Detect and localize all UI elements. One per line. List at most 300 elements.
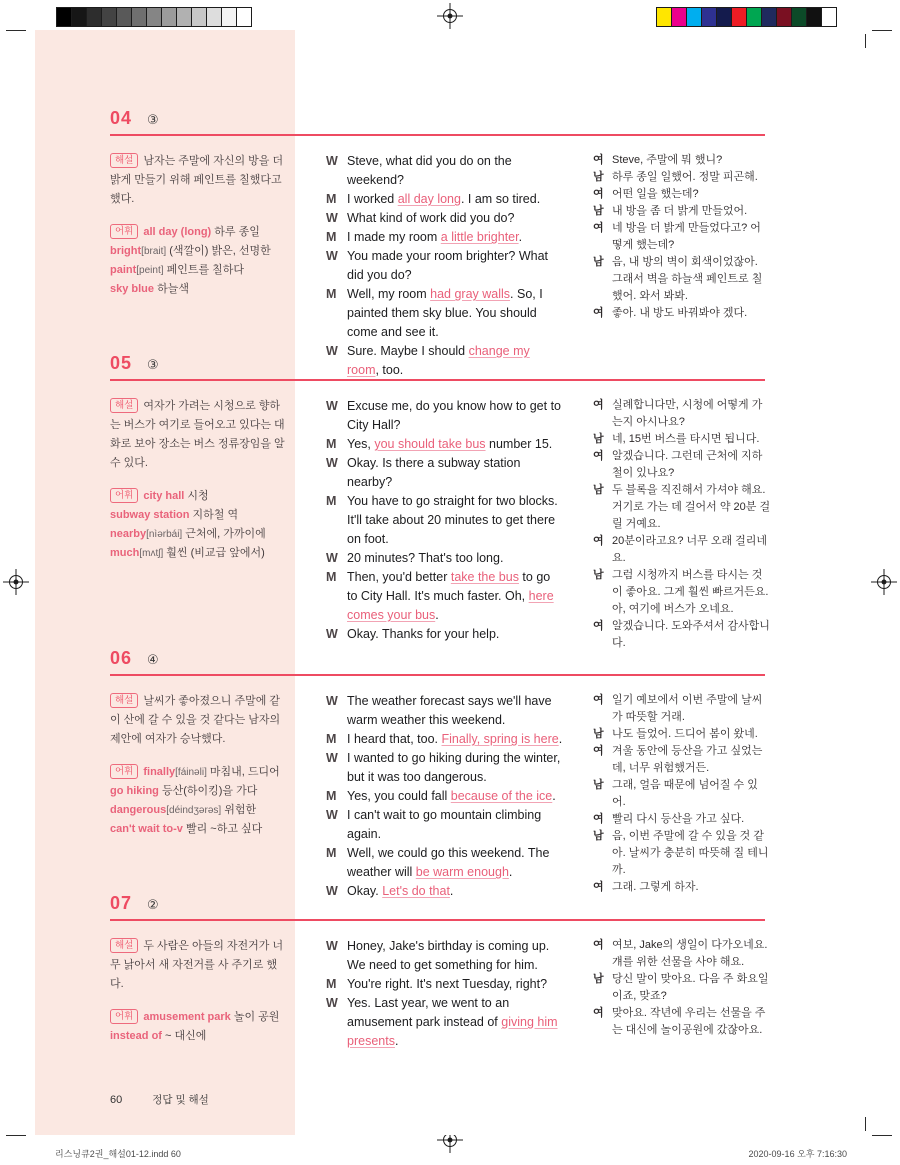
vocab-entry (110, 820, 290, 839)
vocab-definition: 하늘색 (154, 283, 189, 295)
vocab-list (110, 763, 290, 839)
vocab-definition: 페인트를 칠하다 (163, 264, 245, 276)
explanation-column (110, 397, 290, 563)
dialogue-speaker: W (326, 456, 338, 470)
dialogue-speaker: M (326, 846, 337, 860)
dialogue-segment: Well, my room (347, 287, 431, 301)
dialogue-speaker: W (326, 808, 338, 822)
calibration-swatch (807, 8, 822, 26)
translation-speaker: 남 (593, 205, 604, 217)
section-header (110, 648, 865, 669)
dialogue-line (326, 247, 563, 285)
crop-mark (872, 30, 892, 31)
dialogue-segment: Okay. Thanks for your help. (347, 627, 500, 641)
explanation-badge: 해설 (110, 938, 138, 953)
vocab-list (110, 487, 290, 563)
vocab-entry (110, 242, 290, 261)
section-header (110, 108, 865, 129)
vocab-entry (110, 782, 290, 801)
vocab-entry (110, 1008, 290, 1027)
translation-line (593, 169, 771, 186)
translation-text: 내 방을 좀 더 밝게 만들었어. (612, 205, 748, 217)
dialogue-segment: I heard that, too. (347, 732, 442, 746)
dialogue-speaker: M (326, 287, 337, 301)
dialogue-line (326, 549, 563, 568)
dialogue-column (326, 397, 563, 644)
translation-line (593, 811, 771, 828)
section-divider (110, 134, 765, 136)
dialogue-line (326, 435, 563, 454)
section-divider (110, 674, 765, 676)
answer-mark: ④ (147, 652, 159, 667)
crop-mark (865, 34, 866, 48)
dialogue-segment: . (394, 1034, 399, 1048)
vocab-badge: 어휘 (110, 488, 138, 503)
dialogue-segment: Yes, you could fall (347, 789, 451, 803)
dialogue-segment: , too. (375, 363, 404, 377)
dialogue-text (347, 435, 563, 454)
question-section (35, 648, 865, 898)
dialogue-column (326, 692, 563, 901)
dialogue-line (326, 975, 563, 994)
dialogue-text (347, 285, 563, 342)
dialogue-segment: What kind of work did you do? (347, 211, 515, 225)
translation-text: 20분이라고요? 너무 오래 걸리네요. (612, 535, 768, 564)
dialogue-segment: You're right. It's next Tuesday, right? (347, 977, 548, 991)
dialogue-segment: Yes. Last year, we went to an amusement park instead of (347, 996, 510, 1029)
calibration-swatch (162, 8, 177, 26)
dialogue-text (347, 625, 563, 644)
vocab-definition: 근처에, 가까이에 (182, 528, 266, 540)
dialogue-speaker: M (326, 230, 337, 244)
dialogue-line (326, 787, 563, 806)
dialogue-speaker: M (326, 494, 337, 508)
translation-text: 어떤 일을 했는데? (612, 188, 699, 200)
dialogue-text (347, 787, 563, 806)
dialogue-speaker: W (326, 694, 338, 708)
calibration-swatch (792, 8, 807, 26)
calibration-swatch (87, 8, 102, 26)
slug-datetime: 2020-09-16 오후 7:16:30 (748, 1149, 847, 1159)
vocab-definition: 훨씬 (비교급 앞에서) (163, 547, 265, 559)
translation-line (593, 726, 771, 743)
translation-line (593, 533, 771, 567)
translation-line (593, 937, 771, 971)
vocab-badge: 어휘 (110, 1009, 138, 1024)
dialogue-speaker: M (326, 789, 337, 803)
vocab-entry (110, 801, 290, 820)
dialogue-segment: Then, you'd better (347, 570, 451, 584)
translation-speaker: 여 (593, 307, 604, 319)
dialogue-segment: You have to go straight for two blocks. It'll take about 20 minutes to get there on foot. (347, 494, 558, 546)
slug-filename: 리스닝큐2권_해설01-12.indd 60 (55, 1149, 181, 1159)
key-expression: Let's do that (382, 884, 450, 898)
answer-mark: ② (147, 897, 159, 912)
dialogue-line (326, 209, 563, 228)
calibration-swatch (732, 8, 747, 26)
question-number: 05 (110, 353, 133, 373)
dialogue-segment: I made my room (347, 230, 441, 244)
key-expression: a little brighter (440, 230, 519, 244)
translation-line (593, 397, 771, 431)
translation-line (593, 482, 771, 533)
page (35, 30, 865, 1135)
vocab-term: instead of (110, 1030, 162, 1042)
vocab-entry (110, 223, 290, 242)
vocab-term: much (110, 547, 140, 559)
dialogue-speaker: W (326, 399, 338, 413)
dialogue-speaker: W (326, 249, 338, 263)
vocab-term: paint (110, 264, 137, 276)
section-body (110, 152, 865, 380)
vocab-term: dangerous (110, 804, 167, 816)
vocab-term: all day (long) (143, 226, 212, 238)
vocab-definition: 놀이 공원 (230, 1011, 280, 1023)
translation-text: 그럼 시청까지 버스를 타시는 것이 좋아요. 그게 훨씬 빠르거든요. 아, 여기에 버스가 오네요. (612, 569, 769, 615)
calibration-swatch (717, 8, 732, 26)
dialogue-speaker: W (326, 211, 338, 225)
calibration-swatch (222, 8, 237, 26)
explanation-column (110, 937, 290, 1046)
dialogue-text (347, 397, 563, 435)
dialogue-segment: I worked (347, 192, 398, 206)
explanation-column (110, 152, 290, 299)
translation-line (593, 567, 771, 618)
explanation-badge: 해설 (110, 398, 138, 413)
calibration-swatch (207, 8, 222, 26)
explanation-text: 남자는 주말에 자신의 방을 더 밝게 만들기 위해 페인트를 칠했다고 했다. (110, 155, 284, 205)
dialogue-text (347, 228, 563, 247)
dialogue-speaker: M (326, 977, 337, 991)
page-footer (110, 1092, 209, 1107)
calibration-swatch (657, 8, 672, 26)
vocab-list (110, 1008, 290, 1046)
explanation-text: 두 사람은 아들의 자전거가 너무 낡아서 새 자전거를 사 주기로 했다. (110, 940, 284, 990)
dialogue-segment: . (449, 884, 454, 898)
vocab-pronunciation: [déindʒərəs] (166, 805, 222, 816)
section-divider (110, 379, 765, 381)
explanation-badge: 해설 (110, 693, 138, 708)
dialogue-segment: number 15. (485, 437, 553, 451)
key-expression: be warm enough (415, 865, 509, 879)
translation-line (593, 448, 771, 482)
calibration-swatch (57, 8, 72, 26)
translation-text: 나도 들었어. 드디어 봄이 왔네. (612, 728, 758, 740)
translation-speaker: 여 (593, 939, 604, 951)
calibration-swatch (72, 8, 87, 26)
explanation (110, 397, 290, 473)
crop-mark (6, 30, 26, 31)
dialogue-text (347, 549, 563, 568)
vocab-definition: 마침내, 드디어 (206, 766, 280, 778)
explanation-text: 여자가 가려는 시청으로 향하는 버스가 여기로 들어오고 있다는 대화로 보아 장소는 버스 정류장임을 알 수 있다. (110, 400, 285, 469)
translation-line (593, 431, 771, 448)
vocab-definition: 위험한 (221, 804, 257, 816)
dialogue-segment: Well, we could go this weekend. The weather will (347, 846, 550, 879)
vocab-definition: (색깔이) 밝은, 선명한 (166, 245, 271, 257)
translation-column (593, 937, 771, 1039)
dialogue-speaker: M (326, 192, 337, 206)
question-number: 04 (110, 108, 133, 128)
translation-speaker: 여 (593, 450, 604, 462)
dialogue-segment: Yes, (347, 437, 375, 451)
dialogue-line (326, 994, 563, 1051)
dialogue-speaker: W (326, 344, 338, 358)
translation-text: 음, 이번 주말에 갈 수 있을 것 같아. 날씨가 충분히 따뜻해 질 테니까. (612, 830, 769, 876)
vocab-term: go hiking (110, 785, 159, 797)
key-expression: here comes your bus (347, 589, 554, 622)
translation-text: 일기 예보에서 이번 주말에 날씨가 따뜻할 거래. (612, 694, 763, 723)
translation-text: 알겠습니다. 도와주셔서 감사합니다. (612, 620, 770, 649)
dialogue-text (347, 454, 563, 492)
page-number: 60 (110, 1094, 123, 1106)
dialogue-text (347, 730, 563, 749)
translation-line (593, 618, 771, 652)
vocab-definition: 시청 (184, 490, 209, 502)
dialogue-line (326, 806, 563, 844)
dialogue-segment: Steve, what did you do on the weekend? (347, 154, 512, 187)
question-section (35, 893, 865, 1113)
registration-mark-left (3, 569, 29, 595)
calibration-swatch (117, 8, 132, 26)
dialogue-text (347, 492, 563, 549)
translation-speaker: 남 (593, 973, 604, 985)
translation-text: 그래. 그렇게 하자. (612, 881, 699, 893)
vocab-pronunciation: [peint] (136, 265, 164, 276)
translation-text: 실례합니다만, 시청에 어떻게 가는지 아시나요? (612, 399, 763, 428)
vocab-pronunciation: [brait] (141, 246, 167, 257)
translation-text: 하루 종일 일했어. 정말 피곤해. (612, 171, 758, 183)
dialogue-line (326, 692, 563, 730)
dialogue-segment: . I am so tired. (460, 192, 541, 206)
dialogue-line (326, 844, 563, 882)
translation-line (593, 203, 771, 220)
dialogue-segment: Excuse me, do you know how to get to City Hall? (347, 399, 562, 432)
calibration-swatch (762, 8, 777, 26)
dialogue-line (326, 937, 563, 975)
dialogue-text (347, 749, 563, 787)
calibration-swatch (777, 8, 792, 26)
answer-mark: ③ (147, 357, 159, 372)
translation-speaker: 여 (593, 222, 604, 234)
dialogue-segment: . (435, 608, 439, 622)
translation-line (593, 186, 771, 203)
key-expression: all day long (397, 192, 461, 206)
dialogue-text (347, 806, 563, 844)
question-number: 06 (110, 648, 133, 668)
slug-line (55, 1147, 847, 1160)
section-body (110, 937, 865, 1051)
translation-line (593, 828, 771, 879)
translation-line (593, 971, 771, 1005)
dialogue-speaker: M (326, 437, 337, 451)
translation-speaker: 남 (593, 171, 604, 183)
translation-line (593, 743, 771, 777)
dialogue-segment: . (518, 230, 523, 244)
dialogue-line (326, 228, 563, 247)
explanation-text: 날씨가 좋아졌으니 주말에 같이 산에 갈 수 있을 것 같다는 남자의 제안에 여자가 승낙했다. (110, 695, 281, 745)
translation-speaker: 남 (593, 256, 604, 268)
dialogue-segment: The weather forecast says we'll have warm weather this weekend. (347, 694, 552, 727)
translation-column (593, 397, 771, 652)
calibration-swatch (702, 8, 717, 26)
question-number: 07 (110, 893, 133, 913)
dialogue-segment: . (508, 865, 513, 879)
explanation-badge: 해설 (110, 153, 138, 168)
translation-line (593, 777, 771, 811)
crop-mark (872, 1135, 892, 1136)
dialogue-speaker: M (326, 570, 337, 584)
translation-speaker: 여 (593, 694, 604, 706)
dialogue-line (326, 454, 563, 492)
dialogue-speaker: W (326, 884, 338, 898)
translation-text: 네 방을 더 밝게 만들었다고? 어떻게 했는데? (612, 222, 761, 251)
vocab-entry (110, 1027, 290, 1046)
key-expression: because of the ice (450, 789, 553, 803)
translation-speaker: 여 (593, 813, 604, 825)
dialogue-text (347, 692, 563, 730)
key-expression: take the bus (450, 570, 519, 584)
section-header (110, 893, 865, 914)
section-body (110, 692, 865, 901)
translation-speaker: 여 (593, 399, 604, 411)
dialogue-segment: Honey, Jake's birthday is coming up. We need to get something for him. (347, 939, 550, 972)
explanation (110, 692, 290, 749)
dialogue-speaker: W (326, 939, 338, 953)
translation-line (593, 1005, 771, 1039)
vocab-entry (110, 763, 290, 782)
translation-speaker: 여 (593, 881, 604, 893)
dialogue-line (326, 397, 563, 435)
dialogue-line (326, 492, 563, 549)
key-expression: you should take bus (374, 437, 486, 451)
crop-mark (6, 1135, 26, 1136)
calibration-swatch (672, 8, 687, 26)
calibration-swatch (687, 8, 702, 26)
dialogue-speaker: M (326, 732, 337, 746)
footer-label: 정답 및 해설 (152, 1094, 209, 1106)
vocab-list (110, 223, 290, 299)
translation-speaker: 남 (593, 779, 604, 791)
translation-speaker: 남 (593, 484, 604, 496)
dialogue-segment: Okay. (347, 884, 383, 898)
vocab-term: can't wait to-v (110, 823, 183, 835)
vocab-definition: 지하철 역 (189, 509, 239, 521)
dialogue-speaker: W (326, 751, 338, 765)
vocab-definition: ~ 대신에 (161, 1030, 207, 1042)
dialogue-text (347, 247, 563, 285)
translation-line (593, 254, 771, 305)
dialogue-segment: . (558, 732, 563, 746)
dialogue-segment: . So, I painted them sky blue. You should come and see it. (347, 287, 543, 339)
translation-speaker: 여 (593, 620, 604, 632)
dialogue-text (347, 975, 563, 994)
translation-text: 좋아. 내 방도 바꿔봐야 겠다. (612, 307, 748, 319)
key-expression: Finally, spring is here (441, 732, 559, 746)
sections (35, 108, 865, 1113)
section-divider (110, 919, 765, 921)
dialogue-line (326, 749, 563, 787)
translation-text: 맞아요. 작년에 우리는 선물을 주는 대신에 놀이공원에 갔잖아요. (612, 1007, 766, 1036)
calibration-swatch (747, 8, 762, 26)
answer-mark: ③ (147, 112, 159, 127)
translation-speaker: 남 (593, 569, 604, 581)
vocab-term: amusement park (143, 1011, 231, 1023)
dialogue-line (326, 152, 563, 190)
vocab-entry (110, 544, 290, 563)
translation-text: 음, 내 방의 벽이 회색이었잖아. 그래서 벽을 하늘색 페인트로 칠했어. 와서 봐봐. (612, 256, 763, 302)
translation-speaker: 여 (593, 1007, 604, 1019)
translation-text: 두 블록을 직진해서 가셔야 해요. 거기로 가는 데 걸어서 약 20분 걸릴 거예요. (612, 484, 771, 530)
calibration-swatch (177, 8, 192, 26)
dialogue-segment: Okay. Is there a subway station nearby? (347, 456, 521, 489)
vocab-entry (110, 525, 290, 544)
translation-speaker: 남 (593, 830, 604, 842)
registration-mark-right (871, 569, 897, 595)
dialogue-text (347, 844, 563, 882)
translation-speaker: 남 (593, 728, 604, 740)
translation-column (593, 152, 771, 322)
vocab-term: subway station (110, 509, 190, 521)
dialogue-line (326, 190, 563, 209)
dialogue-text (347, 190, 563, 209)
translation-line (593, 692, 771, 726)
section-header (110, 353, 865, 374)
dialogue-segment: I can't wait to go mountain climbing again. (347, 808, 542, 841)
dialogue-column (326, 152, 563, 380)
vocab-entry (110, 487, 290, 506)
dialogue-text (347, 937, 563, 975)
dialogue-line (326, 625, 563, 644)
calibration-swatch (192, 8, 207, 26)
dialogue-segment: I wanted to go hiking during the winter, but it was too dangerous. (347, 751, 561, 784)
translation-speaker: 여 (593, 745, 604, 757)
vocab-definition: 등산(하이킹)을 가다 (158, 785, 258, 797)
key-expression: had gray walls (430, 287, 511, 301)
dialogue-segment: . (552, 789, 556, 803)
section-body (110, 397, 865, 652)
translation-text: 여보, Jake의 생일이 다가오네요. 걔를 위한 선물을 사야 해요. (612, 939, 768, 968)
calibration-swatch (102, 8, 117, 26)
vocab-pronunciation: [nìərbái] (146, 529, 183, 540)
dialogue-segment: You made your room brighter? What did you do? (347, 249, 549, 282)
vocab-term: bright (110, 245, 142, 257)
translation-text: Steve, 주말에 뭐 했니? (612, 154, 723, 166)
translation-column (593, 692, 771, 896)
explanation-column (110, 692, 290, 839)
explanation (110, 152, 290, 209)
dialogue-column (326, 937, 563, 1051)
vocab-entry (110, 261, 290, 280)
registration-mark-top (437, 3, 463, 29)
dialogue-text (347, 568, 563, 625)
dialogue-speaker: W (326, 627, 338, 641)
crop-mark (865, 1117, 866, 1131)
vocab-definition: 빨리 ~하고 싶다 (182, 823, 263, 835)
dialogue-speaker: W (326, 154, 338, 168)
vocab-badge: 어휘 (110, 224, 138, 239)
dialogue-line (326, 568, 563, 625)
vocab-term: finally (143, 766, 176, 778)
translation-text: 네, 15번 버스를 타시면 됩니다. (612, 433, 760, 445)
translation-speaker: 여 (593, 535, 604, 547)
dialogue-speaker: W (326, 551, 338, 565)
dialogue-line (326, 285, 563, 342)
calibration-swatch (822, 8, 836, 26)
vocab-term: nearby (110, 528, 147, 540)
grayscale-calibration-bar (56, 7, 252, 27)
translation-line (593, 305, 771, 322)
